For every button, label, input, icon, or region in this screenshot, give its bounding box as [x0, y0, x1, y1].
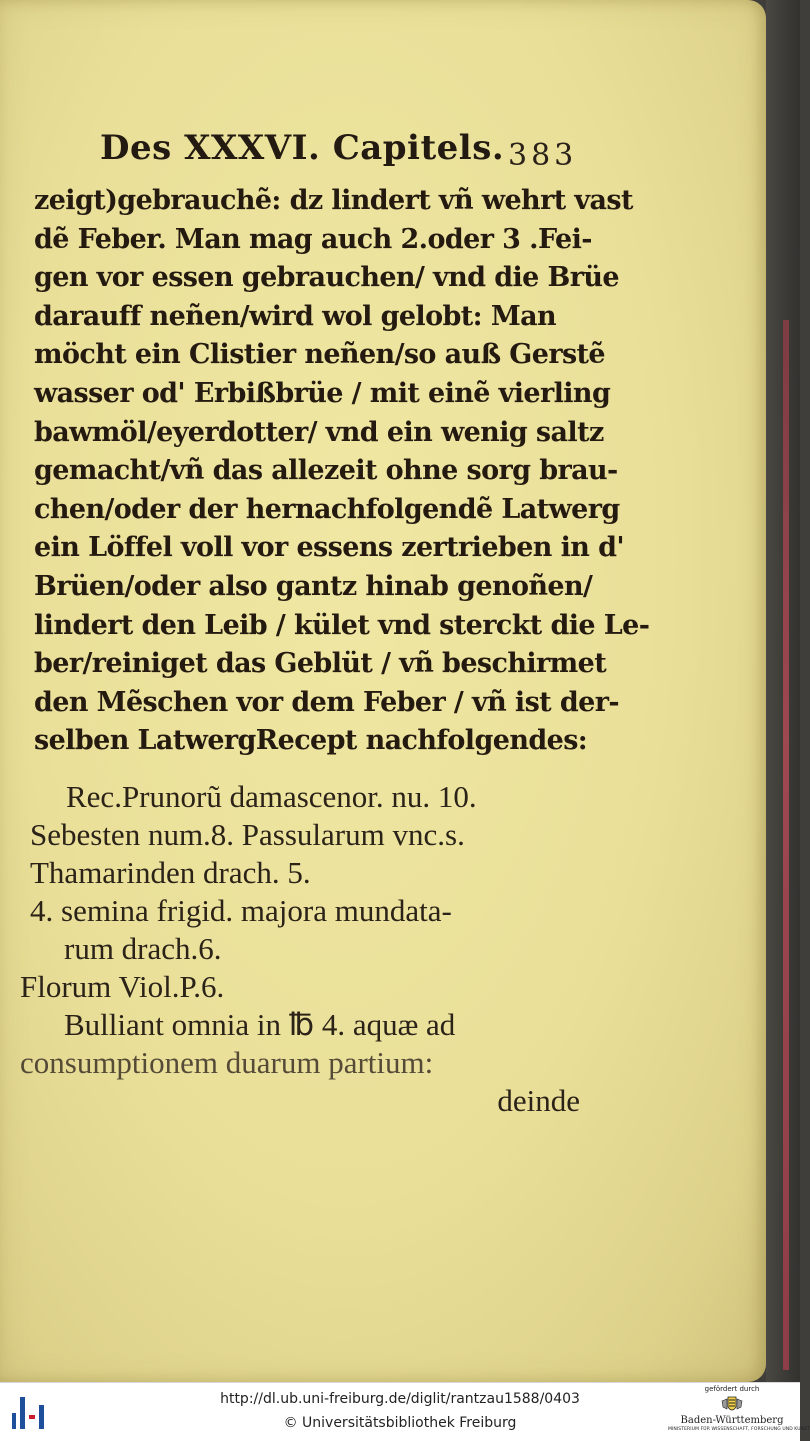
recipe-line: Rec.Prunorũ damascenor. nu. 10.: [66, 779, 477, 814]
recipe-line: Florum Viol.P.6.: [20, 969, 225, 1004]
text-line: lindert den Leib / kület vnd sterckt die Le-: [34, 609, 650, 641]
sponsor-logo[interactable]: [668, 1385, 810, 1439]
text-line: bawmöl/eyerdotter/ vnd ein wenig saltz: [34, 416, 604, 448]
text-line: zeigt)gebrauchẽ: dz lindert vñ wehrt vast: [34, 185, 633, 216]
text-line: selben LatwergRecept nachfolgendes:: [34, 725, 588, 757]
text-line: gen vor essen gebrauchen/ vnd die Brüe: [34, 262, 619, 294]
sponsor-ministry: MINISTERIUM FÜR WISSENSCHAFT, FORSCHUNG UND KUNST: [668, 1427, 810, 1432]
latin-recipe-block: [20, 778, 580, 1120]
fraktur-text-block: [34, 182, 650, 761]
catchword: deinde: [497, 1083, 580, 1118]
text-line: ber/reiniget das Geblüt / vñ beschirmet: [34, 648, 607, 680]
recipe-line: Bulliant omnia in ℔ 4. aquæ ad: [64, 1007, 456, 1042]
recipe-line: 4. semina frigid. majora mundata-: [30, 893, 452, 928]
sponsor-label: gefördert durch: [704, 1385, 760, 1393]
permalink-url[interactable]: http://dl.ub.uni-freiburg.de/diglit/rantzau1588/0403: [220, 1391, 580, 1407]
text-line: chen/oder der hernachfolgendẽ Latwerg: [34, 493, 620, 525]
page-number: 383: [508, 138, 578, 173]
text-line: dẽ Feber. Man mag auch 2.oder 3 .Fei-: [34, 223, 592, 255]
page-edge-stain: [783, 320, 789, 1370]
text-line: möcht ein Clistier neñen/so auß Gerstẽ: [34, 339, 605, 371]
recipe-line: consumptionem duarum partium:: [20, 1045, 434, 1080]
text-line: darauff neñen/wird wol gelobt: Man: [34, 300, 557, 332]
recipe-line: rum drach.6.: [64, 931, 222, 966]
text-line: Brüen/oder also gantz hinab genoñen/: [34, 570, 593, 602]
text-line: gemacht/vñ das allezeit ohne sorg brau-: [34, 455, 618, 487]
chapter-header: Des XXXVI. Capitels.: [100, 128, 505, 168]
sponsor-state: Baden-Württemberg: [680, 1415, 784, 1426]
recipe-line: Thamarinden drach. 5.: [30, 855, 311, 890]
text-line: wasser od' Erbißbrüe / mit einẽ vierling: [34, 377, 611, 409]
footer-bar: [0, 1382, 810, 1441]
text-line: ein Löffel voll vor essens zertrieben in d': [34, 532, 625, 564]
copyright-notice: © Universitätsbibliothek Freiburg: [283, 1415, 517, 1431]
coat-of-arms-icon: [719, 1395, 745, 1415]
recipe-line: Sebesten num.8. Passularum vnc.s.: [30, 817, 465, 852]
text-line: den Mẽschen vor dem Feber / vñ ist der-: [34, 686, 619, 718]
